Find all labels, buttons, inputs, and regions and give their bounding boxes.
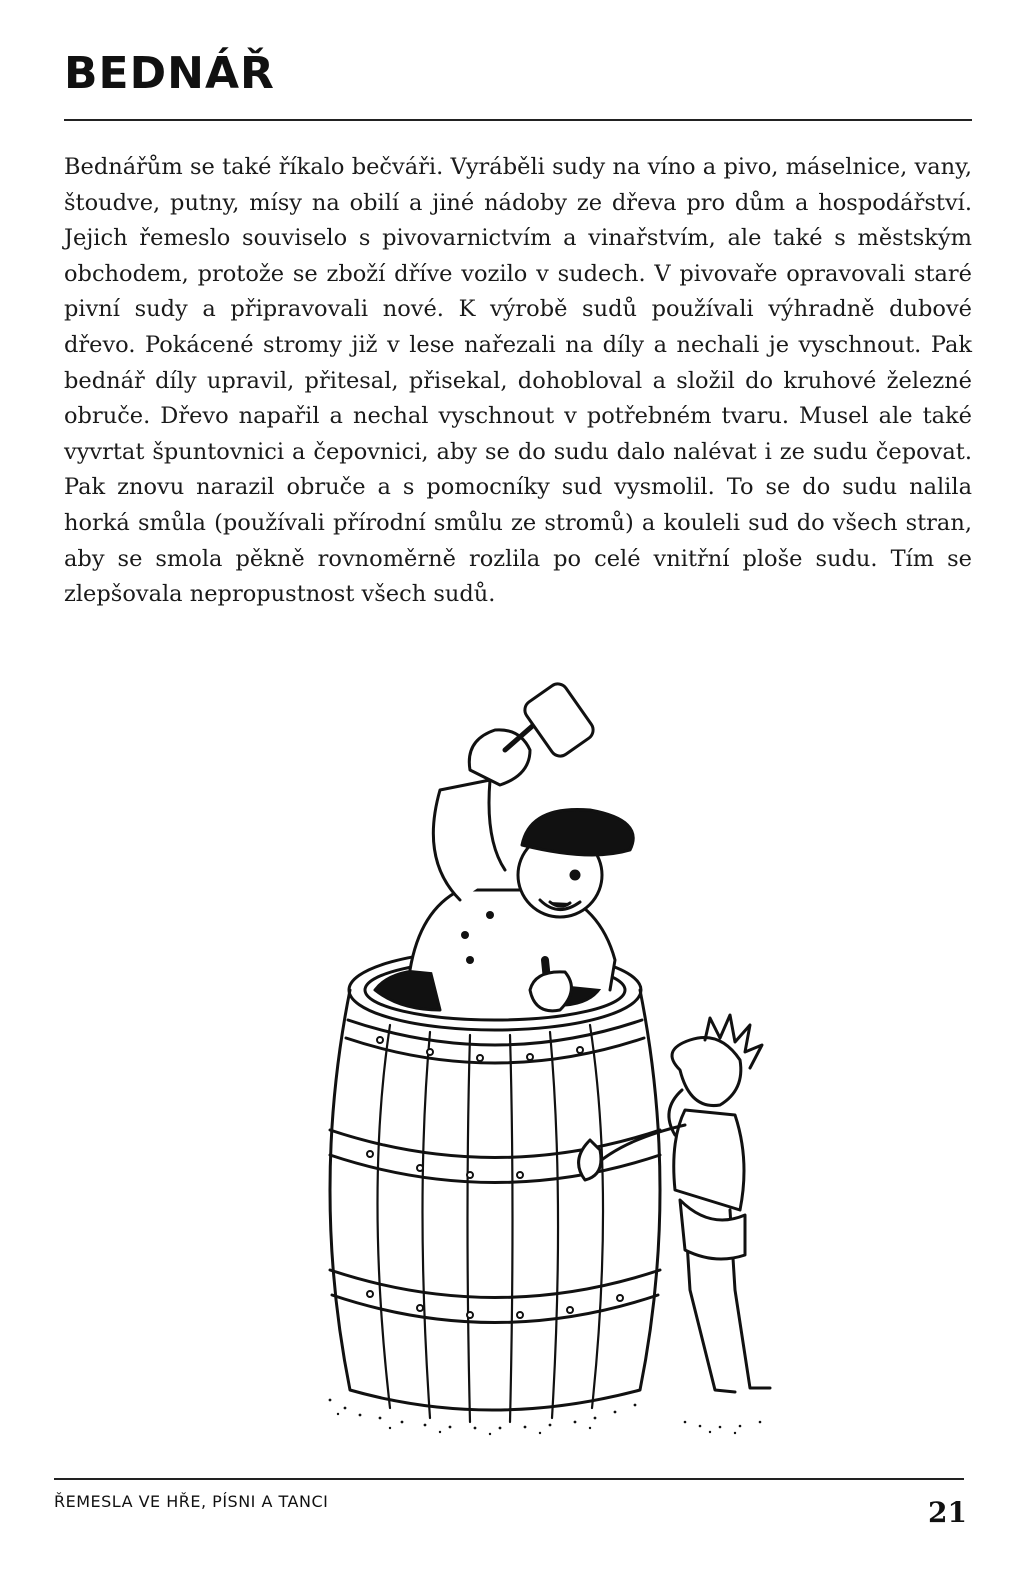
mallet-icon [521, 680, 597, 760]
cooper-in-barrel-icon [290, 670, 810, 1440]
page-number: 21 [928, 1496, 967, 1529]
page-title: BEDNÁŘ [64, 48, 275, 99]
barrel-body [330, 990, 660, 1410]
body-paragraph: Bednářům se také říkalo bečváři. Vyráběli sudy na víno a pivo, máselnice, vany, štoudve, putny, mísy na obilí a jiné nádoby ze dřeva pro dům a hospodářství. Jejich řemeslo souviselo s pivovarnictvím a vinařstvím, ale také s městským obchodem, protože se zboží dříve vozilo v sudech. V pivovaře opravovali staré pivní sudy a připravovali nové. K výrobě sudů používali výhradně dubové dřevo. Pokácené stromy již v lese nařezali na díly a nechali je vyschnout. Pak bednář díly upravil, přitesal, přisekal, dohobloval a složil do kruhové železné obruče. Dřevo napařil a nechal vyschnout v potřebném tvaru. Musel ale také vyvrtat špuntovnici a čepovnici, aby se do sudu dalo nalévat i ze sudu čepovat. Pak znovu narazil obruče a s pomocníky sud vysmolil. To se do sudu nalila horká smůla (používali přírodní smůlu ze stromů) a kouleli sud do všech stran, aby se smola pěkně rovnoměrně rozlila po celé vnitřní ploše sudu. Tím se zlepšovala nepropustnost všech sudů. [64, 154, 972, 608]
footer-book-title: ŘEMESLA VE HŘE, PÍSNI A TANCI [54, 1492, 329, 1511]
beret-icon [522, 809, 633, 855]
boy-head [672, 1038, 741, 1106]
ground-stipple [329, 1399, 762, 1436]
title-divider [64, 119, 972, 121]
footer-divider [54, 1478, 964, 1480]
